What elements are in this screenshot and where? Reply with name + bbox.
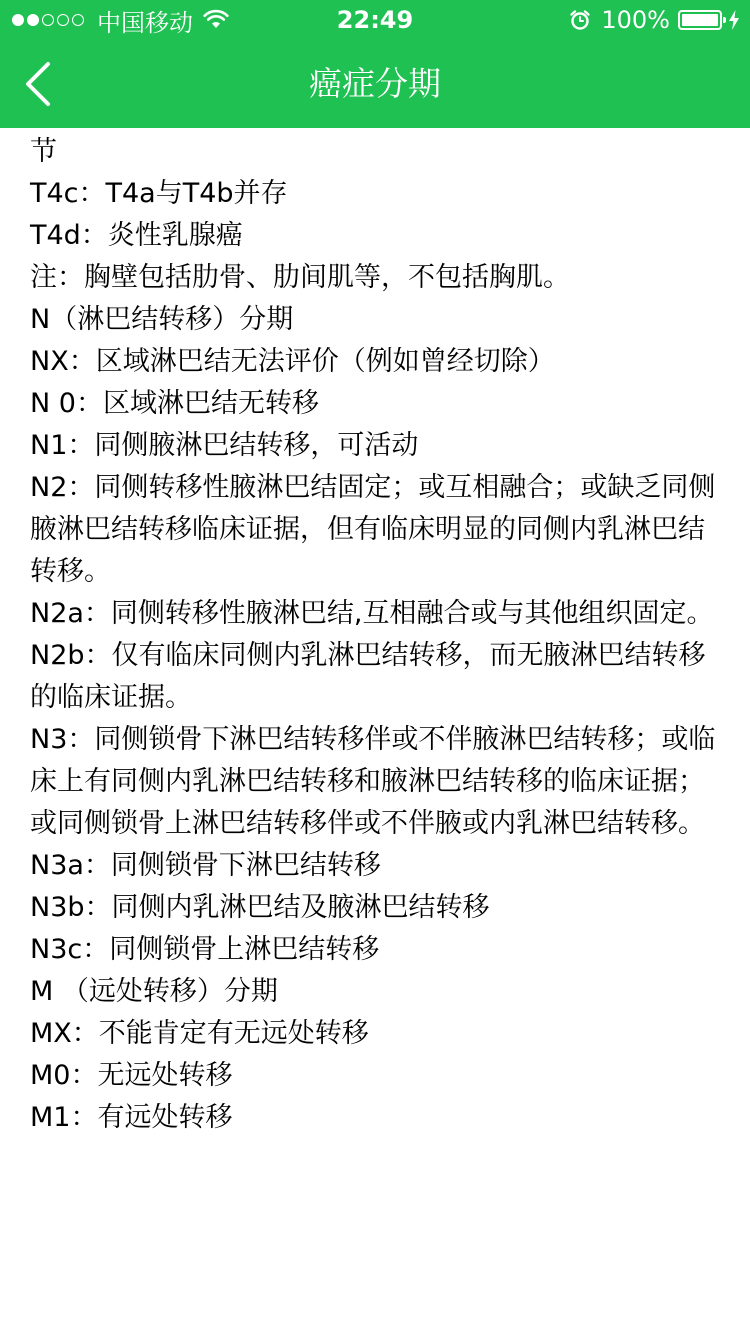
carrier-name: 中国移动 bbox=[97, 8, 193, 37]
content-line: N2：同侧转移性腋淋巴结固定；或互相融合；或缺乏同侧腋淋巴结转移临床证据，但有临床明显的同侧内乳淋巴结转移。 bbox=[30, 472, 716, 587]
content-line: N3a：同侧锁骨下淋巴结转移 bbox=[30, 850, 381, 881]
status-right bbox=[569, 6, 740, 34]
battery-cap bbox=[723, 17, 726, 23]
signal-dot bbox=[12, 14, 24, 26]
content-line: T4d：炎性乳腺癌 bbox=[30, 220, 243, 251]
battery-percent: 100% bbox=[601, 6, 670, 34]
content-line: M （远处转移）分期 bbox=[30, 976, 278, 1007]
content-line: M0：无远处转移 bbox=[30, 1060, 233, 1091]
content-line: N（淋巴结转移）分期 bbox=[30, 304, 294, 335]
content-scroll-area[interactable] bbox=[0, 110, 750, 1334]
status-time: 22:49 bbox=[336, 6, 414, 34]
battery-icon bbox=[678, 10, 722, 30]
content-line: N3b：同侧内乳淋巴结及腋淋巴结转移 bbox=[30, 892, 490, 923]
status-left bbox=[12, 6, 229, 37]
content-line: N2a：同侧转移性腋淋巴结,互相融合或与其他组织固定。 bbox=[30, 598, 714, 629]
signal-dot bbox=[42, 14, 54, 26]
content-line: N1：同侧腋淋巴结转移，可活动 bbox=[30, 430, 419, 461]
chevron-left-icon bbox=[14, 54, 74, 114]
signal-dot bbox=[72, 14, 84, 26]
signal-dot bbox=[57, 14, 69, 26]
content-line: 节 bbox=[30, 136, 57, 167]
battery-fill bbox=[682, 14, 718, 26]
content-line: N3：同侧锁骨下淋巴结转移伴或不伴腋淋巴结转移；或临床上有同侧内乳淋巴结转移和腋淋巴结转移的临床证据；或同侧锁骨上淋巴结转移伴或不伴腋或内乳淋巴结转移。 bbox=[30, 724, 716, 839]
content-line: NX：区域淋巴结无法评价（例如曾经切除） bbox=[30, 346, 555, 377]
content-line: M1：有远处转移 bbox=[30, 1102, 233, 1133]
content-line: T4c：T4a与T4b并存 bbox=[30, 178, 288, 209]
signal-dots-icon bbox=[12, 14, 87, 26]
alarm-icon bbox=[569, 9, 591, 31]
content-text bbox=[0, 89, 750, 1139]
content-line: N2b：仅有临床同侧内乳淋巴结转移，而无腋淋巴结转移的临床证据。 bbox=[30, 640, 706, 713]
charging-bolt-icon bbox=[728, 10, 740, 30]
content-line: N3c：同侧锁骨上淋巴结转移 bbox=[30, 934, 380, 965]
content-line: N 0：区域淋巴结无转移 bbox=[30, 388, 319, 419]
nav-bar bbox=[0, 40, 750, 128]
signal-dot bbox=[27, 14, 39, 26]
wifi-icon bbox=[203, 10, 229, 30]
status-bar bbox=[0, 0, 750, 40]
page-title: 癌症分期 bbox=[309, 64, 441, 103]
back-button[interactable] bbox=[14, 54, 74, 114]
content-line: 注：胸壁包括肋骨、肋间肌等，不包括胸肌。 bbox=[30, 262, 570, 293]
content-line: MX：不能肯定有无远处转移 bbox=[30, 1018, 369, 1049]
